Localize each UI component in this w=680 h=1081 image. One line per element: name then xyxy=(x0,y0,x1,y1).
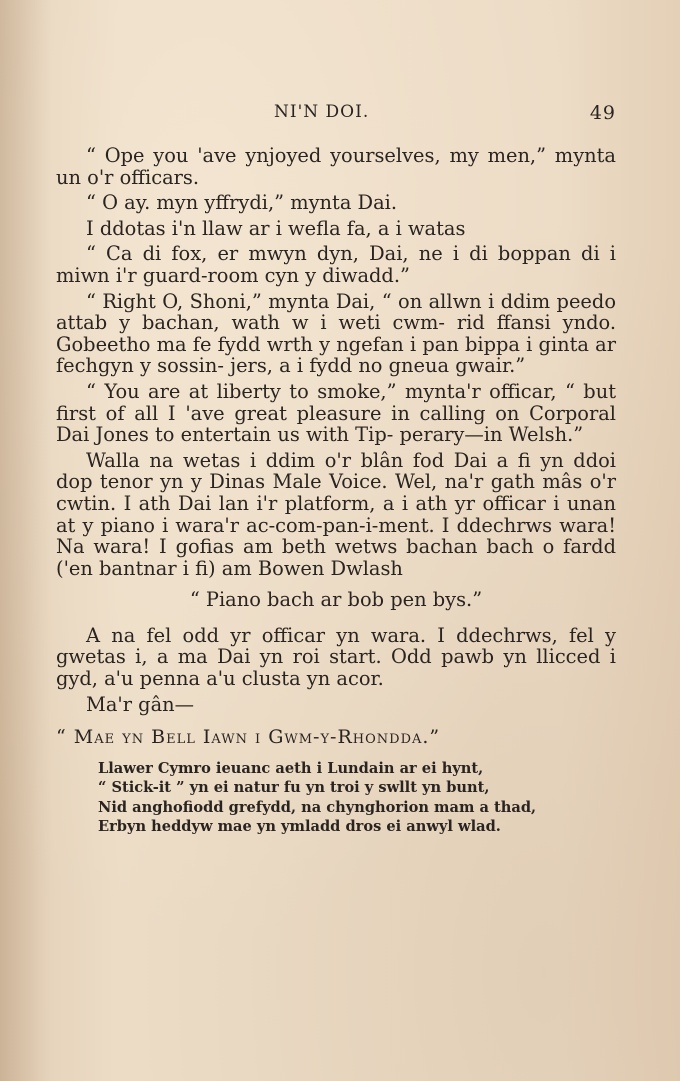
page-number: 49 xyxy=(589,102,616,124)
paragraph: I ddotas i'n llaw ar i wefla fa, a i watas xyxy=(86,216,466,240)
page-spine-shadow xyxy=(0,0,52,1081)
verse-line: Nid anghofiodd grefydd, na chynghorion mam a thad, xyxy=(98,798,537,816)
verse-line: “ Stick-it ” yn ei natur fu yn troi y swllt yn bunt, xyxy=(98,779,490,797)
verse-line: Erbyn heddyw mae yn ymladd dros ei anwyl wlad. xyxy=(98,818,501,836)
paragraph: “ O ay. myn yffrydi,” mynta Dai. xyxy=(86,191,398,215)
body-text xyxy=(56,145,616,837)
page-header xyxy=(56,102,616,128)
paragraph: “ Ope you 'ave ynjoyed yourselves, my men,” mynta un o'r officars. xyxy=(56,144,616,189)
paragraph: Walla na wetas i ddim o'r blân fod Dai a fi yn ddoi dop tenor yn y Dinas Male Voice. Wel, na'r gath mâs o'r cwtin. I ath Dai lan i'r platform, a i ath yr officar i unan at y piano i wara'r ac-com-pan-i-ment. I ddechrws wara! Na wara! I gofias am beth wetws bachan bach o fardd ('en bantnar i fi) am Bowen Dwlash xyxy=(56,448,616,580)
paragraph: Ma'r gân— xyxy=(86,692,195,716)
paragraph: A na fel odd yr officar yn wara. I ddechrws, fel y gwetas i, a ma Dai yn roi start. Odd pawb yn llicced i gyd, a'u penna a'u clusta yn acor. xyxy=(56,623,616,691)
song-title: “ Mae yn Bell Iawn i Gwm-y-Rhondda.” xyxy=(56,726,441,749)
paragraph: “ You are at liberty to smoke,” mynta'r officar, “ but first of all I 'ave great pleasure in calling on Corporal Dai Jones to entertain us with Tip- perary—in Welsh.” xyxy=(56,379,616,447)
paragraph: “ Ca di fox, er mwyn dyn, Dai, ne i di boppan di i miwn i'r guard-room cyn y diwadd.” xyxy=(56,242,616,287)
running-head: NI'N DOI. xyxy=(274,102,370,122)
quote-line: “ Piano bach ar bob pen bys.” xyxy=(189,588,483,612)
verse-line: Llawer Cymro ieuanc aeth i Lundain ar ei hynt, xyxy=(98,759,484,777)
paragraph: “ Right O, Shoni,” mynta Dai, “ on allwn i ddim peedo attab y bachan, wath w i weti cwm- rid ffansi yndo. Gobeetho ma fe fydd wrth y ngefan i pan bippa i ginta ar fechgyn y sossin- jers, a i fydd no gneua gwair.” xyxy=(56,289,616,378)
verse xyxy=(98,759,616,837)
